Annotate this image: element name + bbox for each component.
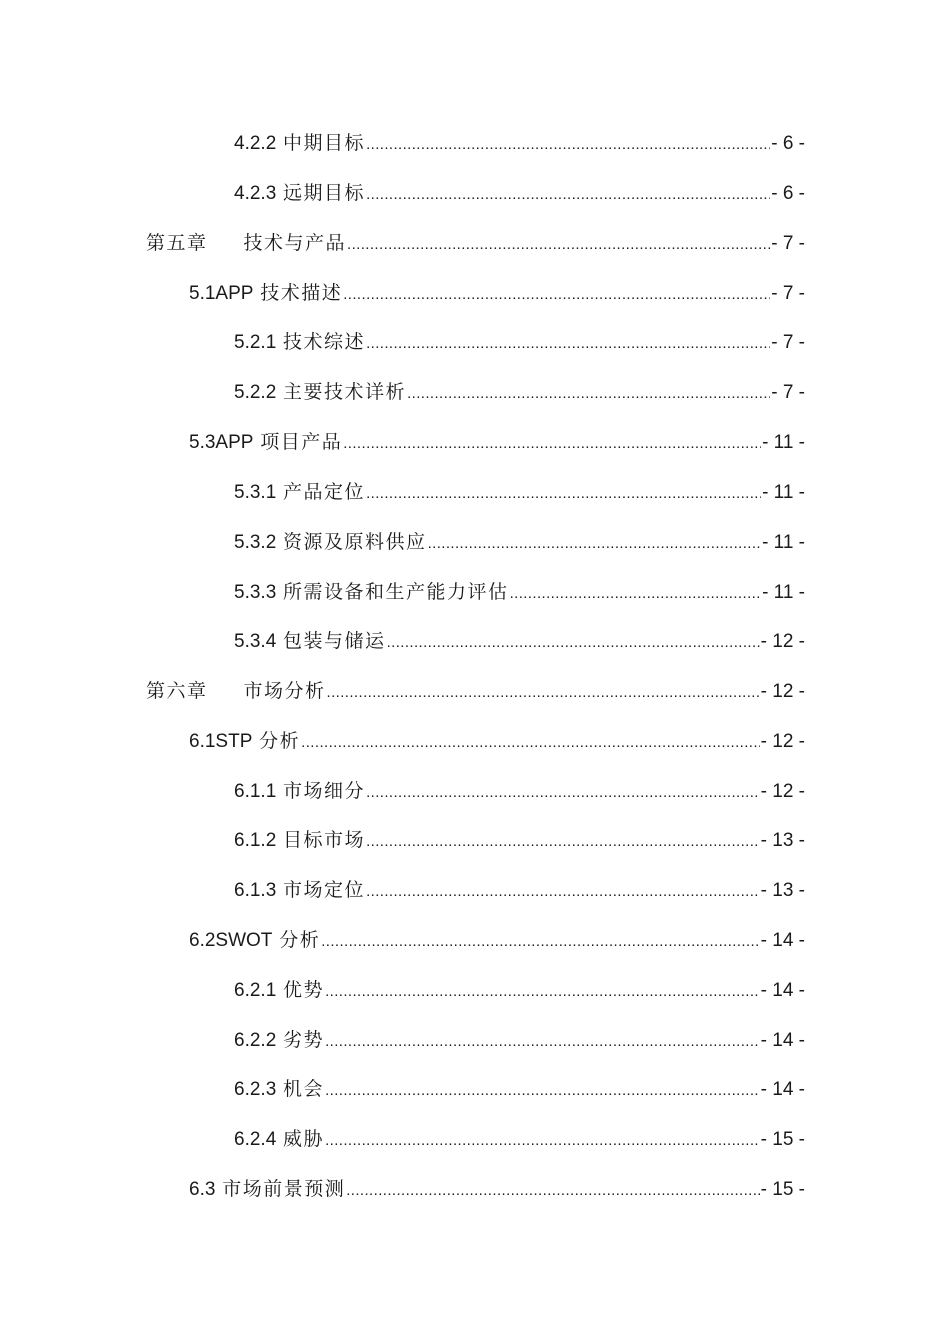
toc-entry-title	[189, 428, 342, 458]
toc-entry-number: 6.3	[189, 1179, 216, 1200]
toc-page-number: - 11 -	[762, 532, 805, 553]
toc-entry-title	[146, 229, 346, 259]
toc-dot-leader	[366, 877, 760, 907]
toc-entry[interactable]	[234, 876, 805, 906]
toc-dot-leader	[325, 1027, 760, 1057]
toc-dot-leader	[327, 678, 760, 708]
toc-entry-text: 主要技术详析	[283, 382, 407, 403]
toc-entry-text: 分析	[259, 731, 301, 752]
toc-dot-leader	[343, 280, 770, 310]
toc-page-number: - 11 -	[762, 582, 805, 603]
toc-dot-leader	[346, 1176, 759, 1206]
toc-page-number: - 15 -	[760, 1129, 805, 1150]
toc-page-number: - 14 -	[760, 930, 805, 951]
toc-entry-title	[189, 727, 300, 757]
toc-entry-number: 6.2.4	[234, 1129, 277, 1150]
toc-entry[interactable]	[234, 179, 805, 209]
toc-entry-title	[189, 926, 320, 956]
toc-dot-leader	[387, 628, 760, 658]
toc-entry-title	[234, 777, 365, 807]
toc-entry-text: 分析	[279, 930, 321, 951]
toc-entry-title	[234, 478, 365, 508]
toc-entry-text: 项目产品	[260, 432, 343, 453]
toc-page-number: - 7 -	[771, 382, 805, 403]
toc-chapter-number: 第六章	[146, 681, 208, 702]
toc-entry[interactable]	[234, 129, 805, 159]
toc-page-number: - 12 -	[760, 631, 805, 652]
toc-entry-title	[234, 1125, 324, 1155]
toc-page-number: - 13 -	[760, 830, 805, 851]
toc-page-number: - 13 -	[760, 880, 805, 901]
toc-entry-number: 6.1.1	[234, 781, 277, 802]
toc-dot-leader	[510, 579, 762, 609]
toc-entry-title	[234, 328, 365, 358]
toc-entry-number: 4.2.2	[234, 133, 277, 154]
toc-dot-leader	[366, 130, 770, 160]
toc-entry-number: 5.3APP	[189, 432, 254, 453]
toc-entry[interactable]	[189, 1175, 805, 1205]
toc-dot-leader	[325, 1076, 760, 1106]
toc-entry-text: 技术与产品	[243, 233, 347, 254]
toc-chapter-number: 第五章	[146, 233, 208, 254]
toc-entry[interactable]	[234, 578, 805, 608]
toc-dot-leader	[366, 778, 760, 808]
toc-entry-number: 5.2.1	[234, 332, 277, 353]
toc-entry-text: 产品定位	[283, 482, 366, 503]
toc-entry[interactable]	[146, 229, 805, 259]
toc-entry-title	[234, 578, 509, 608]
toc-dot-leader	[343, 429, 761, 459]
toc-dot-leader	[407, 379, 770, 409]
toc-entry-text: 威胁	[283, 1129, 325, 1150]
toc-entry-number: 6.1.3	[234, 880, 277, 901]
toc-entry[interactable]	[234, 627, 805, 657]
toc-page-number: - 14 -	[760, 1079, 805, 1100]
toc-page-number: - 14 -	[760, 1030, 805, 1051]
toc-entry-title	[189, 279, 342, 309]
toc-dot-leader	[366, 827, 760, 857]
toc-entry-number: 6.1STP	[189, 731, 253, 752]
toc-entry-text: 所需设备和生产能力评估	[283, 582, 509, 603]
toc-entry-text: 劣势	[283, 1030, 325, 1051]
toc-entry-text: 目标市场	[283, 830, 366, 851]
toc-entry[interactable]	[234, 378, 805, 408]
toc-entry-title	[146, 677, 326, 707]
toc-entry-number: 6.2.3	[234, 1079, 277, 1100]
toc-entry-text: 资源及原料供应	[283, 532, 427, 553]
toc-page-number: - 11 -	[762, 432, 805, 453]
toc-entry-text: 优势	[283, 980, 325, 1001]
toc-entry[interactable]	[234, 976, 805, 1006]
toc-entry[interactable]	[146, 677, 805, 707]
toc-entry-text: 机会	[283, 1079, 325, 1100]
toc-entry[interactable]	[234, 528, 805, 558]
toc-entry[interactable]	[234, 1026, 805, 1056]
toc-entry-number: 5.1APP	[189, 283, 254, 304]
toc-page-number: - 12 -	[760, 781, 805, 802]
toc-entry-title	[234, 179, 365, 209]
toc-page-number: - 11 -	[762, 482, 805, 503]
toc-entry-number: 5.2.2	[234, 382, 277, 403]
toc-entry-number: 6.1.2	[234, 830, 277, 851]
toc-entry-title	[234, 528, 427, 558]
toc-page-number: - 6 -	[771, 183, 805, 204]
toc-dot-leader	[428, 529, 762, 559]
toc-page-number: - 15 -	[760, 1179, 805, 1200]
toc-entry[interactable]	[234, 1075, 805, 1105]
toc-entry[interactable]	[189, 926, 805, 956]
toc-dot-leader	[366, 479, 761, 509]
toc-dot-leader	[301, 728, 759, 758]
toc-entry-title	[234, 129, 365, 159]
toc-entry-text: 中期目标	[283, 133, 366, 154]
toc-entry[interactable]	[234, 826, 805, 856]
toc-page-number: - 14 -	[760, 980, 805, 1001]
toc-entry[interactable]	[234, 478, 805, 508]
toc-page-number: - 12 -	[760, 731, 805, 752]
toc-entry-number: 6.2SWOT	[189, 930, 273, 951]
toc-entry-title	[234, 826, 365, 856]
toc-entry-text: 市场细分	[283, 781, 366, 802]
toc-entry[interactable]	[189, 279, 805, 309]
toc-entry-title	[234, 1075, 324, 1105]
toc-entry-number: 6.2.1	[234, 980, 277, 1001]
toc-dot-leader	[325, 1126, 760, 1156]
toc-entry[interactable]	[189, 727, 805, 757]
toc-page-number: - 6 -	[771, 133, 805, 154]
toc-page-number: - 12 -	[760, 681, 805, 702]
toc-entry-title	[234, 627, 386, 657]
toc-entry-title	[234, 378, 406, 408]
toc-entry-number: 4.2.3	[234, 183, 277, 204]
toc-dot-leader	[321, 927, 759, 957]
toc-entry-number: 5.3.1	[234, 482, 277, 503]
toc-dot-leader	[366, 180, 770, 210]
toc-entry-text: 包装与储运	[283, 631, 386, 652]
toc-entry[interactable]	[234, 1125, 805, 1155]
toc-entry-title	[189, 1175, 345, 1205]
toc-entry[interactable]	[234, 777, 805, 807]
toc-dot-leader	[325, 977, 760, 1007]
toc-entry-text: 技术描述	[260, 283, 343, 304]
toc-entry-title	[234, 876, 365, 906]
toc-entry-text: 远期目标	[283, 183, 366, 204]
toc-entry[interactable]	[189, 428, 805, 458]
toc-entry-title	[234, 976, 324, 1006]
toc-entry-text: 市场定位	[283, 880, 366, 901]
toc-entry[interactable]	[234, 328, 805, 358]
toc-entry-number: 6.2.2	[234, 1030, 277, 1051]
toc-entry-title	[234, 1026, 324, 1056]
toc-dot-leader	[366, 329, 770, 359]
toc-entry-text: 市场分析	[243, 681, 326, 702]
toc-entry-text: 技术综述	[283, 332, 366, 353]
toc-page-number: - 7 -	[771, 233, 805, 254]
toc-dot-leader	[347, 230, 770, 260]
toc-page-number: - 7 -	[771, 332, 805, 353]
toc-page-number: - 7 -	[771, 283, 805, 304]
toc-entry-text: 市场前景预测	[222, 1179, 346, 1200]
toc-entry-number: 5.3.2	[234, 532, 277, 553]
toc-entry-number: 5.3.4	[234, 631, 277, 652]
toc-entry-number: 5.3.3	[234, 582, 277, 603]
